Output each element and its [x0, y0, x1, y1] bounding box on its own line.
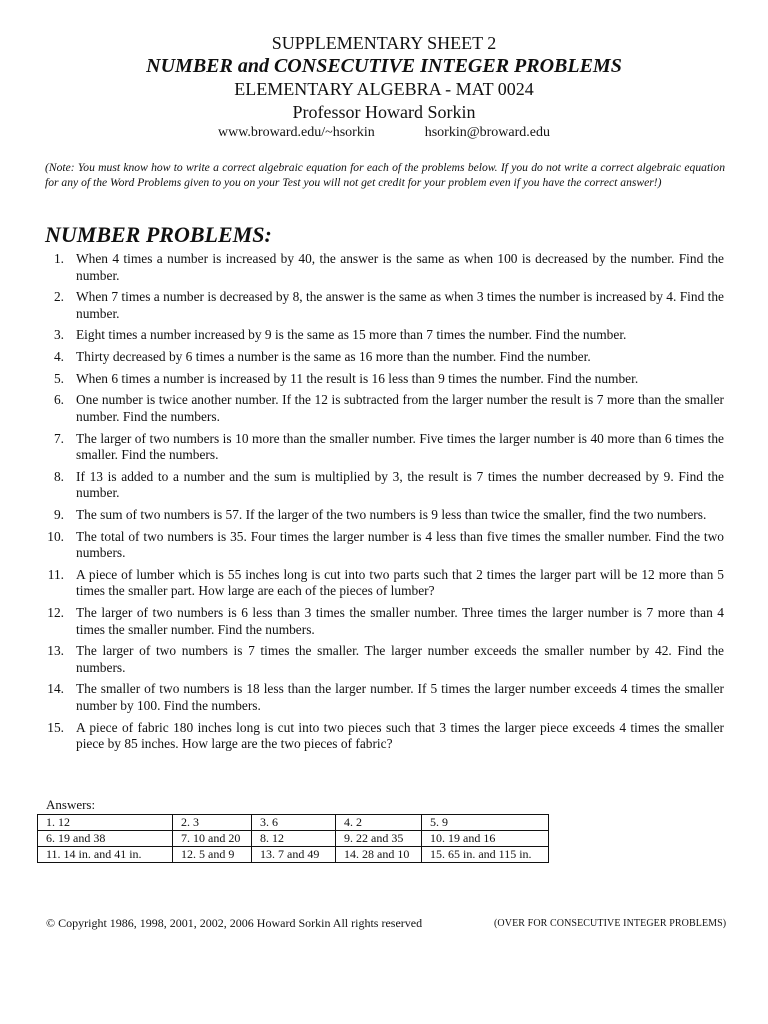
- problem-text: The sum of two numbers is 57. If the larger of the two numbers is 9 less than twice the smaller, find the two numbers.: [76, 507, 707, 522]
- course-name: ELEMENTARY ALGEBRA - MAT 0024: [234, 79, 534, 99]
- over-note: (OVER FOR CONSECUTIVE INTEGER PROBLEMS): [494, 918, 727, 929]
- sheet-subtitle: NUMBER and CONSECUTIVE INTEGER PROBLEMS: [146, 55, 622, 77]
- problem-item: [40, 567, 724, 600]
- problem-text: The larger of two numbers is 6 less than 3 times the smaller number. Three times the larger number is 7 more than 4 times the smaller number. Find the numbers.: [76, 605, 724, 637]
- problem-number: 2.: [53, 289, 64, 305]
- document-header: [0, 32, 768, 142]
- contact-line: [0, 124, 768, 142]
- table-row: [38, 847, 549, 863]
- instruction-note: (Note: You must know how to write a correct algebraic equation for each of the problems below. If you do not write a correct algebraic equation for any of the Word Problems given to you on your Test you will not get credit for your problem even if you have the correct answer!): [45, 161, 725, 189]
- answer-cell: 1. 12: [38, 815, 173, 831]
- problem-item: [40, 392, 724, 425]
- problem-number: 11.: [47, 566, 64, 582]
- answer-cell: 10. 19 and 16: [422, 831, 549, 847]
- problem-item: [40, 349, 724, 366]
- answer-cell: 2. 3: [173, 815, 252, 831]
- email-link[interactable]: hsorkin@broward.edu: [424, 125, 550, 140]
- problem-item: [40, 529, 724, 562]
- answer-cell: 14. 28 and 10: [336, 847, 422, 863]
- problem-list: [40, 251, 724, 758]
- problem-item: [40, 643, 724, 676]
- problem-item: [40, 507, 724, 524]
- problem-text: A piece of fabric 180 inches long is cut into two pieces such that 3 times the larger piece exceeds 4 times the smaller piece by 85 inches. How large are the two pieces of fabric?: [76, 719, 724, 752]
- problem-item: [40, 327, 724, 344]
- problem-number: 15.: [47, 719, 64, 735]
- problem-text: Eight times a number increased by 9 is the same as 15 more than 7 times the number. Find the number.: [76, 327, 627, 343]
- problem-number: 14.: [47, 681, 64, 697]
- problem-text: The smaller of two numbers is 18 less than the larger number. If 5 times the larger number exceeds 4 times the smaller number by 100. Find the numbers.: [76, 681, 724, 713]
- problem-text: The larger of two numbers is 10 more than the smaller number. Five times the larger number is 40 more than 6 times the smaller. Find the numbers.: [76, 430, 724, 463]
- problem-item: [40, 469, 724, 502]
- problem-number: 13.: [47, 643, 64, 659]
- problem-item: [40, 681, 724, 714]
- problem-text: One number is twice another number. If the 12 is subtracted from the larger number the result is 7 more than the smaller number. Find the numbers.: [76, 392, 724, 424]
- problem-number: 10.: [47, 528, 64, 544]
- problem-text: A piece of lumber which is 55 inches long is cut into two parts such that 2 times the larger part will be 12 more than 5 times the smaller part. How large are each of the pieces of lumber?: [76, 566, 724, 599]
- answer-cell: 6. 19 and 38: [38, 831, 173, 847]
- problem-item: [40, 289, 724, 322]
- problem-text: When 4 times a number is increased by 40, the answer is the same as when 100 is decreased by the number. Find the number.: [76, 251, 724, 283]
- problem-item: [40, 605, 724, 638]
- answer-cell: 15. 65 in. and 115 in.: [422, 847, 549, 863]
- copyright-notice: © Copyright 1986, 1998, 2001, 2002, 2006 Howard Sorkin All rights reserved: [46, 916, 423, 930]
- answer-cell: 8. 12: [252, 831, 336, 847]
- answer-cell: 13. 7 and 49: [252, 847, 336, 863]
- problem-number: 9.: [53, 507, 64, 522]
- problem-item: [40, 720, 724, 753]
- website-link[interactable]: www.broward.edu/~hsorkin: [217, 125, 375, 140]
- problem-text: When 7 times a number is decreased by 8, the answer is the same as when 3 times the number is increased by 4. Find the number.: [76, 289, 724, 321]
- problem-number: 5.: [53, 370, 64, 386]
- problem-text: If 13 is added to a number and the sum is multiplied by 3, the result is 7 times the number decreased by 9. Find the number.: [76, 468, 724, 501]
- answers-label: Answers:: [46, 797, 96, 812]
- answers-table: [37, 814, 549, 863]
- problem-number: 7.: [53, 430, 64, 446]
- problem-text: The total of two numbers is 35. Four times the larger number is 4 less than five times the smaller number. Find the two numbers.: [76, 528, 724, 561]
- professor-name: Professor Howard Sorkin: [292, 102, 476, 122]
- problem-number: 8.: [53, 468, 64, 484]
- problem-item: [40, 371, 724, 388]
- problem-number: 1.: [53, 251, 64, 266]
- problem-text: When 6 times a number is increased by 11 the result is 16 less than 9 times the number. Find the number.: [76, 370, 639, 386]
- section-title: NUMBER PROBLEMS:: [45, 222, 272, 247]
- problem-text: Thirty decreased by 6 times a number is the same as 16 more than the number. Find the number.: [76, 349, 591, 365]
- answer-cell: 3. 6: [252, 815, 336, 831]
- sheet-title: SUPPLEMENTARY SHEET 2: [271, 33, 497, 53]
- answer-cell: 12. 5 and 9: [173, 847, 252, 863]
- problem-item: [40, 251, 724, 284]
- answer-cell: 4. 2: [336, 815, 422, 831]
- table-row: [38, 831, 549, 847]
- answer-cell: 9. 22 and 35: [336, 831, 422, 847]
- answer-cell: 11. 14 in. and 41 in.: [38, 847, 173, 863]
- problem-item: [40, 431, 724, 464]
- problem-number: 6.: [53, 392, 64, 408]
- problem-number: 3.: [53, 327, 64, 343]
- problem-number: 4.: [53, 349, 64, 365]
- problem-text: The larger of two numbers is 7 times the smaller. The larger number exceeds the smaller number by 42. Find the numbers.: [76, 643, 724, 675]
- table-row: [38, 815, 549, 831]
- problem-number: 12.: [47, 605, 64, 621]
- answer-cell: 7. 10 and 20: [173, 831, 252, 847]
- answer-cell: 5. 9: [422, 815, 549, 831]
